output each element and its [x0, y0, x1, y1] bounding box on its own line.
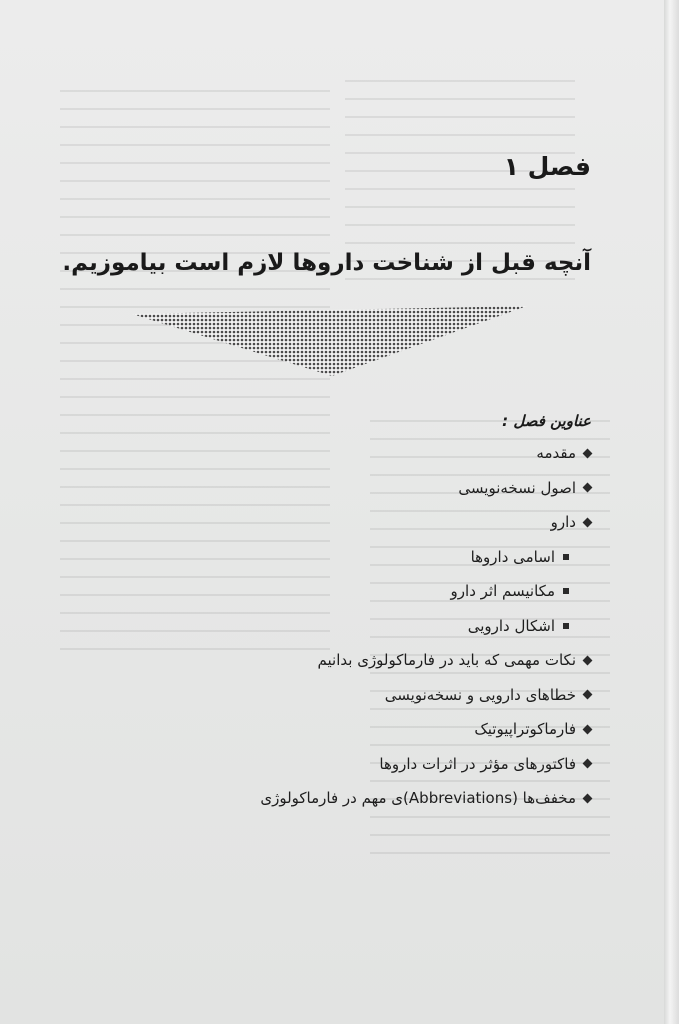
diamond-icon	[583, 724, 593, 734]
list-item	[231, 747, 591, 782]
square-icon	[563, 623, 569, 629]
list-item-text: فارماکوتراپیوتیک	[474, 720, 576, 738]
diamond-icon	[583, 483, 593, 493]
list-item	[231, 505, 591, 540]
list-item-text: اصول نسخه‌نویسی	[458, 478, 576, 497]
list-item	[231, 436, 591, 471]
list-item-text: فاکتورهای مؤثر در اثرات داروها	[379, 754, 576, 773]
chapter-title: آنچه قبل از شناخت داروها لازم است بیاموزیم.	[62, 250, 591, 276]
diamond-icon	[583, 690, 593, 700]
page-edge	[664, 0, 679, 1024]
square-icon	[563, 554, 569, 560]
list-item-text: دارو	[550, 513, 576, 531]
chapter-number: فصل ۱	[503, 152, 591, 181]
square-icon	[563, 588, 569, 594]
diamond-icon	[583, 517, 593, 527]
list-item	[231, 678, 591, 713]
diamond-icon	[583, 655, 593, 665]
sub-list-item	[231, 609, 591, 644]
diamond-icon	[583, 448, 593, 458]
list-item-text: اشکال دارویی	[467, 616, 555, 635]
contents-heading: عناوین فصل :	[502, 412, 591, 430]
list-item-text: خطاهای دارویی و نسخه‌نویسی	[384, 685, 576, 704]
list-item	[231, 643, 591, 678]
list-item	[231, 471, 591, 506]
contents-list	[231, 436, 591, 816]
sub-list-item	[231, 574, 591, 609]
list-item-text: مکانیسم اثر دارو	[450, 582, 555, 600]
diamond-icon	[583, 759, 593, 769]
sub-list-item	[231, 540, 591, 575]
list-item	[231, 712, 591, 747]
list-item-text: اسامی داروها	[470, 547, 555, 566]
list-item-text: مخفف‌ها (Abbreviations)ی مهم در فارماکولوژی	[260, 789, 576, 807]
list-item-text: مقدمه	[536, 444, 576, 462]
list-item	[231, 781, 591, 816]
list-item-text: نکات مهمی که باید در فارماکولوژی بدانیم	[317, 651, 576, 669]
diamond-icon	[583, 793, 593, 803]
dotted-triangle-banner	[132, 306, 532, 378]
